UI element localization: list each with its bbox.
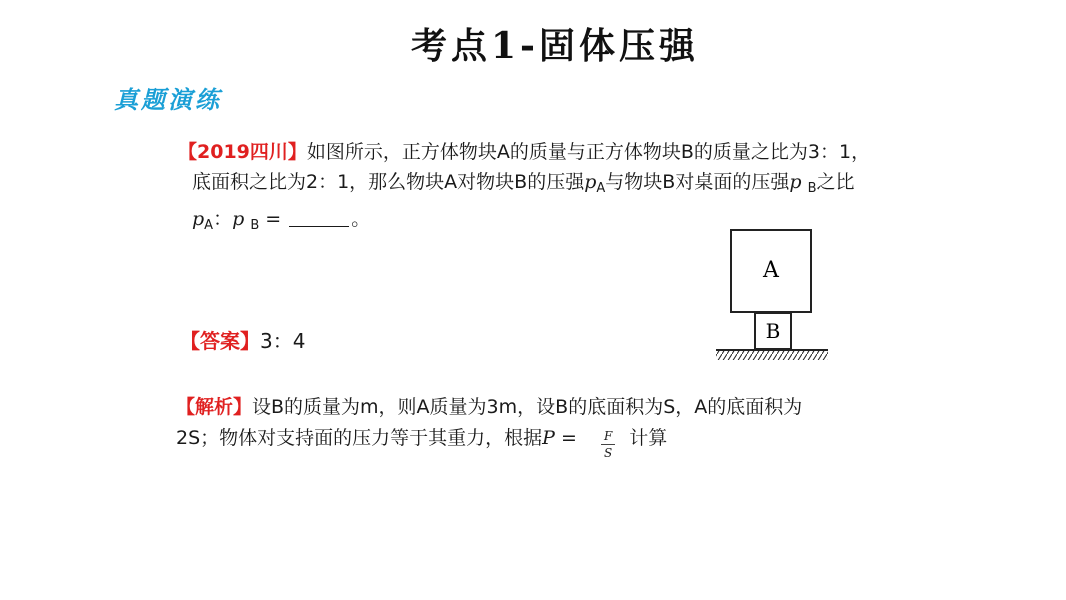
question-line-1 [178, 137, 978, 167]
block-b-label: B [765, 319, 781, 343]
question-line-3 [178, 204, 978, 241]
block-a-label: A [763, 258, 779, 283]
answer-line [180, 326, 305, 356]
analysis-text-2b: 计算 [629, 427, 668, 449]
pressure-formula-symbol: P [542, 427, 555, 449]
formula-equals: = [554, 427, 583, 449]
fraction-denominator: S [604, 446, 613, 460]
ratio-symbol-a: p [192, 208, 205, 230]
answer-tag: 【答案】 [180, 329, 260, 353]
table-hatching [716, 351, 828, 360]
answer-value: 3：4 [260, 329, 306, 353]
analysis-tag: 【解析】 [176, 396, 253, 418]
ratio-equals: = [259, 208, 288, 230]
question-text-1: 如图所示，正方体物块A的质量与正方体物块B的质量之比为3：1， [306, 141, 871, 163]
analysis-block [176, 392, 976, 460]
ratio-colon: ： [213, 208, 233, 230]
blocks-diagram [712, 226, 832, 371]
fraction-numerator: F [601, 428, 615, 445]
pressure-fraction [601, 428, 615, 461]
answer-blank [289, 208, 349, 227]
subscript-b: B [807, 181, 817, 196]
analysis-line-1 [176, 392, 976, 422]
subscript-a: A [596, 181, 606, 196]
analysis-text-2a: 2S；物体对支持面的压力等于其重力，根据 [176, 427, 543, 449]
question-text-2c: 之比 [816, 171, 855, 193]
analysis-line-2 [176, 422, 976, 460]
section-label: 真题演练 [114, 85, 222, 114]
question-block [178, 137, 978, 241]
pressure-symbol-b: p [789, 171, 802, 193]
question-period: 。 [351, 208, 371, 230]
analysis-text-1: 设B的质量为m，则A质量为3m，设B的底面积为S，A的底面积为 [252, 396, 803, 418]
page-title: 考点1-固体压强 [411, 25, 699, 67]
ratio-subscript-b: B [250, 218, 260, 233]
question-text-2a: 底面积之比为2：1，那么物块A对物块B的压强 [192, 171, 585, 193]
pressure-symbol-a: p [584, 171, 597, 193]
ratio-symbol-b: p [232, 208, 245, 230]
ratio-subscript-a: A [204, 218, 214, 233]
question-text-2b: 与物块B对桌面的压强 [605, 171, 790, 193]
question-tag: 【2019四川】 [178, 141, 307, 163]
question-line-2 [178, 167, 978, 204]
